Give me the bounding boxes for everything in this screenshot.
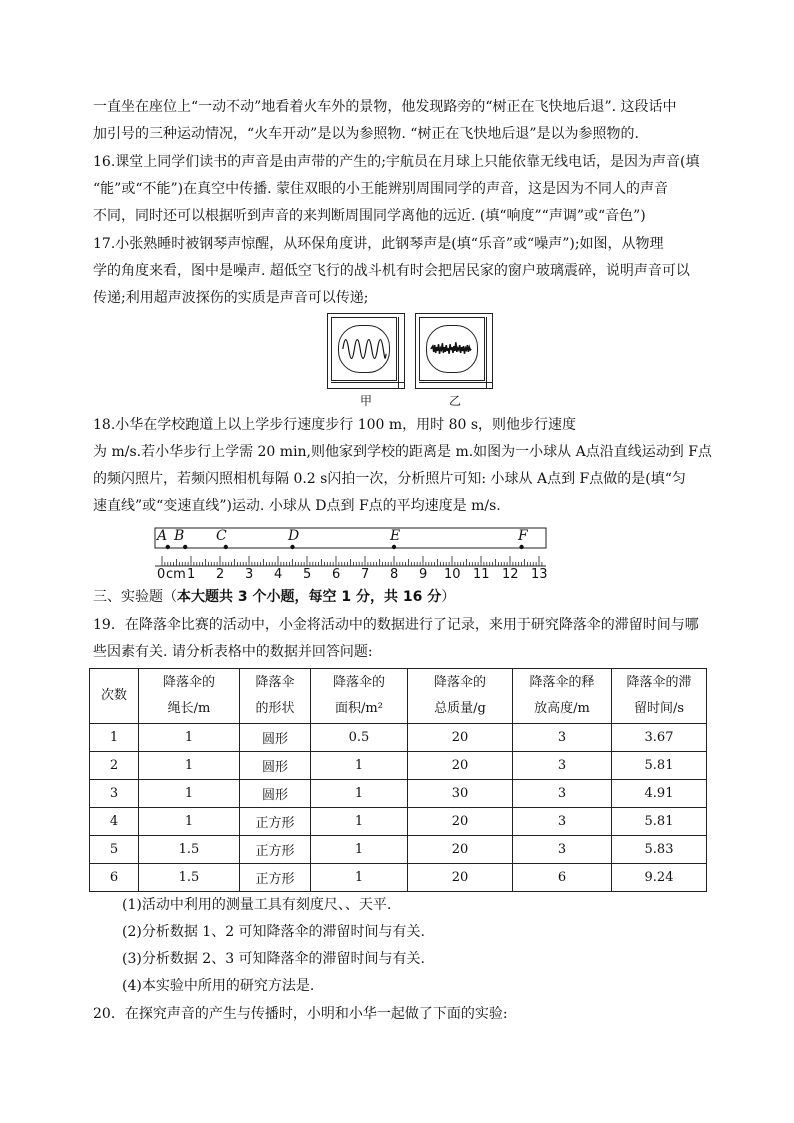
ball-position-dot [392,545,396,549]
ruler-tick-label: 11 [473,567,490,582]
ruler-tick-label: 9 [419,567,428,582]
table-cell: 圆形 [240,752,311,780]
table-cell: 9.24 [612,864,707,892]
q16-line-3: 不同，同时还可以根据听到声音的来判断周围同学离他的远近. (填“响度”“声调”或“音色”) [93,208,646,224]
table-row [90,808,707,836]
table-cell: 1 [311,752,408,780]
ruler-tick-label: 12 [502,567,519,582]
table-cell: 6 [513,864,612,892]
q16-line-2: “能”或“不能”)在真空中传播. 蒙住双眼的小王能辨别周围同学的声音，这是因为不同人的声音 [93,181,668,197]
table-header-cell: 降落伞的 总质量/g [408,669,513,724]
point-label-c: C [216,528,227,544]
table-cell: 3 [513,780,612,808]
ruler-figure [150,526,550,568]
table-cell: 1.5 [139,864,240,892]
table-cell: 正方形 [240,808,311,836]
table-cell: 1 [90,724,139,752]
point-label-a: A [157,528,168,544]
table-header-row [90,669,707,724]
parachute-data-table [89,668,707,892]
table-row [90,724,707,752]
table-cell: 5.83 [612,836,707,864]
ruler-tick-label: 5 [303,567,312,582]
table-header-cell: 降落伞 的形状 [240,669,311,724]
ruler-zero-label: 0 [157,567,166,582]
table-cell: 3 [513,724,612,752]
table-cell: 1 [139,808,240,836]
table-cell: 1 [311,780,408,808]
table-cell: 正方形 [240,836,311,864]
point-label-f: F [518,528,528,544]
table-header-cell: 降落伞的释 放高度/m [513,669,612,724]
ruler-tick-label: 1 [187,567,196,582]
figure-label-jia: 甲 [360,394,373,408]
q18-line-4: 速直线”或“变速直线”)运动. 小球从 D点到 F点的平均速度是 m/s. [93,498,501,514]
q15-line-2: 加引号的三种运动情况，“火车开动”是以为参照物. “树正在飞快地后退”是以为参照物的. [93,126,639,142]
table-row [90,864,707,892]
q17-line-1: 17.小张熟睡时被钢琴声惊醒，从环保角度讲，此钢琴声是(填“乐音”或“噪声”);如图，从物理 [93,236,664,252]
table-cell: 20 [408,836,513,864]
table-cell: 2 [90,752,139,780]
table-cell: 3.67 [612,724,707,752]
table-cell: 0.5 [311,724,408,752]
figure-label-yi: 乙 [449,394,462,408]
q16-line-1: 16.课堂上同学们读书的声音是由声带的产生的;宇航员在月球上只能依靠无线电话，是因为声音(填 [93,154,700,170]
oscilloscope-yi [415,313,493,389]
table-cell: 20 [408,864,513,892]
q17-line-3: 传递;利用超声波探伤的实质是声音可以传递; [93,290,369,306]
noise-wave-icon [427,326,477,372]
q18-line-2: 为 m/s.若小华步行上学需 20 min,则他家到学校的距离是 m.如图为一小球从 A点沿直线运动到 F点 [93,444,712,460]
table-cell: 5.81 [612,808,707,836]
q19-sub-1: (1)活动中利用的测量工具有刻度尺、、天平. [122,897,392,913]
ball-position-dot [519,545,523,549]
table-cell: 1 [139,752,240,780]
ruler-tick-label: 8 [390,567,399,582]
table-row [90,780,707,808]
q19-line-2: 些因素有关. 请分析表格中的数据并回答问题: [93,644,373,660]
q18-line-3: 的频闪照片，若频闪照相机每隔 0.2 s闪拍一次，分析照片可知: 小球从 A点到 F点做的是(填“匀 [93,471,686,487]
table-cell: 1 [311,836,408,864]
table-cell: 4.91 [612,780,707,808]
table-cell: 5 [90,836,139,864]
table-header-cell: 次数 [90,669,139,724]
table-cell: 正方形 [240,864,311,892]
ruler-tick-label: 2 [216,567,225,582]
section-3-heading: 三、实验题（本大题共 3 个小题，每空 1 分，共 16 分） [93,589,456,605]
ruler-tick-label: 13 [531,567,548,582]
ball-position-dot [224,545,228,549]
table-cell: 5.81 [612,752,707,780]
table-cell: 1 [139,724,240,752]
table-cell: 3 [513,836,612,864]
ruler-unit-label: cm [166,567,186,582]
table-header-cell: 降落伞的滞 留时间/s [612,669,707,724]
table-cell: 6 [90,864,139,892]
table-row [90,836,707,864]
ball-position-dot [183,545,187,549]
table-cell: 1 [311,808,408,836]
table-cell: 20 [408,724,513,752]
q19-sub-2: (2)分析数据 1、2 可知降落伞的滞留时间与有关. [122,924,425,940]
table-cell: 4 [90,808,139,836]
table-cell: 3 [513,752,612,780]
table-cell: 1 [139,780,240,808]
point-label-b: B [174,528,185,544]
table-cell: 3 [90,780,139,808]
table-header-cell: 降落伞的 面积/m² [311,669,408,724]
table-cell: 20 [408,808,513,836]
q19-sub-4: (4)本实验中所用的研究方法是. [122,978,315,994]
q17-line-2: 学的角度来看，图中是噪声. 超低空飞行的战斗机有时会把居民家的窗户玻璃震碎，说明声音可以 [93,263,690,279]
table-header-cell: 降落伞的 绳长/m [139,669,240,724]
q18-line-1: 18.小华在学校跑道上以上学步行速度步行 100 m，用时 80 s，则他步行速度 [93,417,577,433]
table-cell: 圆形 [240,780,311,808]
table-cell: 圆形 [240,724,311,752]
ball-position-dot [166,545,170,549]
point-label-d: D [288,528,300,544]
q15-line-1: 一直坐在座位上“一动不动”地看着火车外的景物，他发现路旁的“树正在飞快地后退”. 这段话中 [93,99,677,115]
table-cell: 20 [408,752,513,780]
oscilloscope-jia [327,313,405,389]
table-cell: 3 [513,808,612,836]
point-label-e: E [390,528,401,544]
ruler-tick-label: 4 [274,567,283,582]
sine-wave-icon [339,326,389,372]
q19-line-1: 19．在降落伞比赛的活动中，小金将活动中的数据进行了记录，来用于研究降落伞的滞留时间与哪 [93,617,699,633]
ruler-tick-label: 10 [444,567,461,582]
ruler-tick-label: 6 [332,567,341,582]
table-cell: 1.5 [139,836,240,864]
ruler-tick-label: 3 [245,567,254,582]
q19-sub-3: (3)分析数据 2、3 可知降落伞的滞留时间与有关. [122,951,425,967]
ball-position-dot [290,545,294,549]
table-cell: 1 [311,864,408,892]
ruler-tick-label: 7 [361,567,370,582]
q20-line-1: 20．在探究声音的产生与传播时，小明和小华一起做了下面的实验: [93,1006,508,1022]
table-row [90,752,707,780]
table-cell: 30 [408,780,513,808]
